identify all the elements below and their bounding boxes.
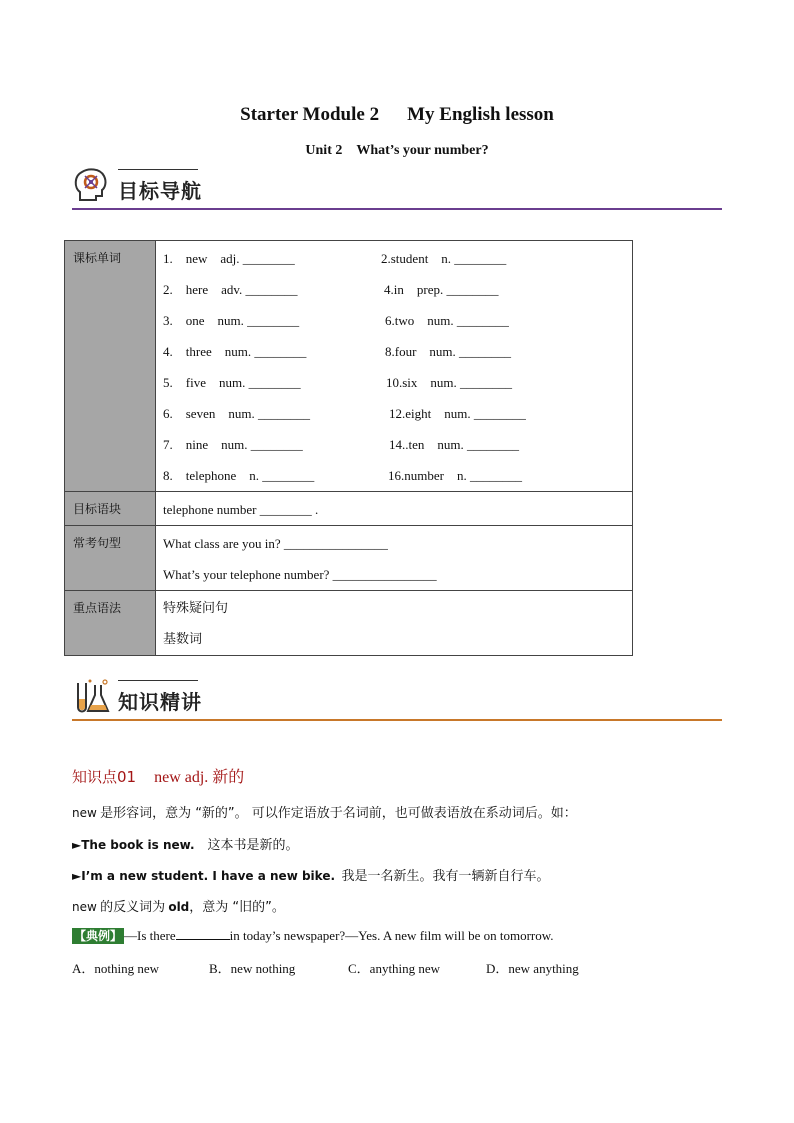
vocab-item: 2. here adv. ________ bbox=[163, 282, 298, 297]
vocab-row bbox=[163, 243, 632, 274]
answer-blank bbox=[176, 927, 230, 940]
antonym-note bbox=[72, 896, 285, 915]
vocab-item: 16.number n. ________ bbox=[388, 468, 522, 483]
question-part: in today’s newspaper?—Yes. A new film will be on tomorrow. bbox=[229, 928, 554, 943]
explanation-text: 是形容词，意为 “新的”。 可以作定语放于名词前，也可做表语放在系动词后。如： bbox=[100, 806, 577, 821]
unit-title: What’s your number? bbox=[356, 143, 489, 158]
vocab-item: 12.eight num. ________ bbox=[389, 406, 526, 421]
section-divider bbox=[72, 208, 722, 210]
example-sentence bbox=[72, 834, 299, 853]
vocab-item: 6. seven num. ________ bbox=[163, 406, 310, 421]
vocab-row bbox=[163, 305, 632, 336]
example-sentence bbox=[72, 865, 550, 884]
knowledge-point-title bbox=[72, 764, 244, 787]
unit-subtitle bbox=[0, 143, 794, 159]
table-row-vocab bbox=[65, 241, 633, 492]
option-d: D．new anything bbox=[486, 961, 579, 976]
header-overline bbox=[118, 169, 198, 170]
page-title bbox=[0, 104, 794, 126]
unit-number: Unit 2 bbox=[305, 143, 343, 158]
vocab-row bbox=[163, 429, 632, 460]
keyword: new bbox=[72, 900, 97, 914]
knowledge-point-number: 知识点01 bbox=[72, 768, 137, 786]
vocab-item: 1. new adj. ________ bbox=[163, 251, 295, 266]
row-label-vocab: 课标单词 bbox=[65, 241, 156, 492]
brain-gear-icon bbox=[72, 166, 112, 206]
table-row-grammar bbox=[65, 591, 633, 656]
vocab-item: 8.four num. ________ bbox=[385, 344, 512, 359]
example-tag: 【典例】 bbox=[74, 929, 123, 943]
vocab-item: 14..ten num. ________ bbox=[389, 437, 519, 452]
flask-icon bbox=[72, 677, 112, 717]
section-title: 知识精讲 bbox=[118, 690, 202, 714]
option-b: B．new nothing bbox=[209, 961, 296, 976]
example-english: ►The book is new. bbox=[72, 838, 195, 852]
sentence-item: What’s your telephone number? ________________ bbox=[163, 567, 437, 582]
keyword: new bbox=[72, 806, 97, 820]
table-row-sentences bbox=[65, 526, 633, 591]
vocab-row bbox=[163, 398, 632, 429]
option-c: C．anything new bbox=[348, 961, 441, 976]
vocab-table bbox=[64, 240, 633, 656]
vocab-row bbox=[163, 367, 632, 398]
example-chinese: 我是一名新生。我有一辆新自行车。 bbox=[341, 869, 550, 884]
note-text: ，意为 “旧的”。 bbox=[189, 900, 285, 915]
header-overline bbox=[118, 680, 198, 681]
row-label-sentences: 常考句型 bbox=[65, 526, 156, 591]
question-part: —Is there bbox=[124, 928, 176, 943]
section-divider bbox=[72, 719, 722, 721]
option-a: A．nothing new bbox=[72, 961, 160, 976]
row-label-grammar: 重点语法 bbox=[65, 591, 156, 656]
example-english: ►I’m a new student. I have a new bike. bbox=[72, 869, 336, 883]
table-row-phrase bbox=[65, 492, 633, 526]
vocab-item: 10.six num. ________ bbox=[386, 375, 513, 390]
explanation-paragraph bbox=[72, 802, 577, 821]
vocab-item: 4.in prep. ________ bbox=[384, 282, 499, 297]
keyword-old: old bbox=[168, 900, 190, 914]
vocab-item: 7. nine num. ________ bbox=[163, 437, 303, 452]
vocab-row bbox=[163, 460, 632, 491]
knowledge-point-word: new adj. 新的 bbox=[154, 769, 245, 786]
grammar-item: 基数词 bbox=[163, 632, 203, 647]
vocab-item: 6.two num. ________ bbox=[385, 313, 509, 328]
note-text: 的反义词为 bbox=[100, 900, 166, 915]
sentence-item: What class are you in? ________________ bbox=[163, 536, 388, 551]
vocab-item: 4. three num. ________ bbox=[163, 344, 307, 359]
row-label-phrase: 目标语块 bbox=[65, 492, 156, 526]
vocab-row bbox=[163, 336, 632, 367]
vocab-item: 8. telephone n. ________ bbox=[163, 468, 315, 483]
example-chinese: 这本书是新的。 bbox=[207, 838, 299, 853]
vocab-item: 5. five num. ________ bbox=[163, 375, 301, 390]
exercise-question bbox=[72, 927, 554, 944]
phrase-cell bbox=[156, 492, 633, 526]
grammar-cell bbox=[156, 591, 633, 656]
vocab-item: 3. one num. ________ bbox=[163, 313, 300, 328]
phrase-text: telephone number ________ . bbox=[163, 502, 319, 517]
sentences-cell bbox=[156, 526, 633, 591]
lesson-title: My English lesson bbox=[407, 104, 554, 125]
section-title: 目标导航 bbox=[118, 179, 202, 203]
vocab-list bbox=[156, 241, 633, 492]
grammar-item: 特殊疑问句 bbox=[163, 601, 229, 616]
section-header-knowledge bbox=[72, 677, 722, 721]
vocab-row bbox=[163, 274, 632, 305]
vocab-item: 2.student n. ________ bbox=[381, 251, 507, 266]
module-title: Starter Module 2 bbox=[240, 104, 380, 125]
section-header-goals bbox=[72, 166, 722, 210]
